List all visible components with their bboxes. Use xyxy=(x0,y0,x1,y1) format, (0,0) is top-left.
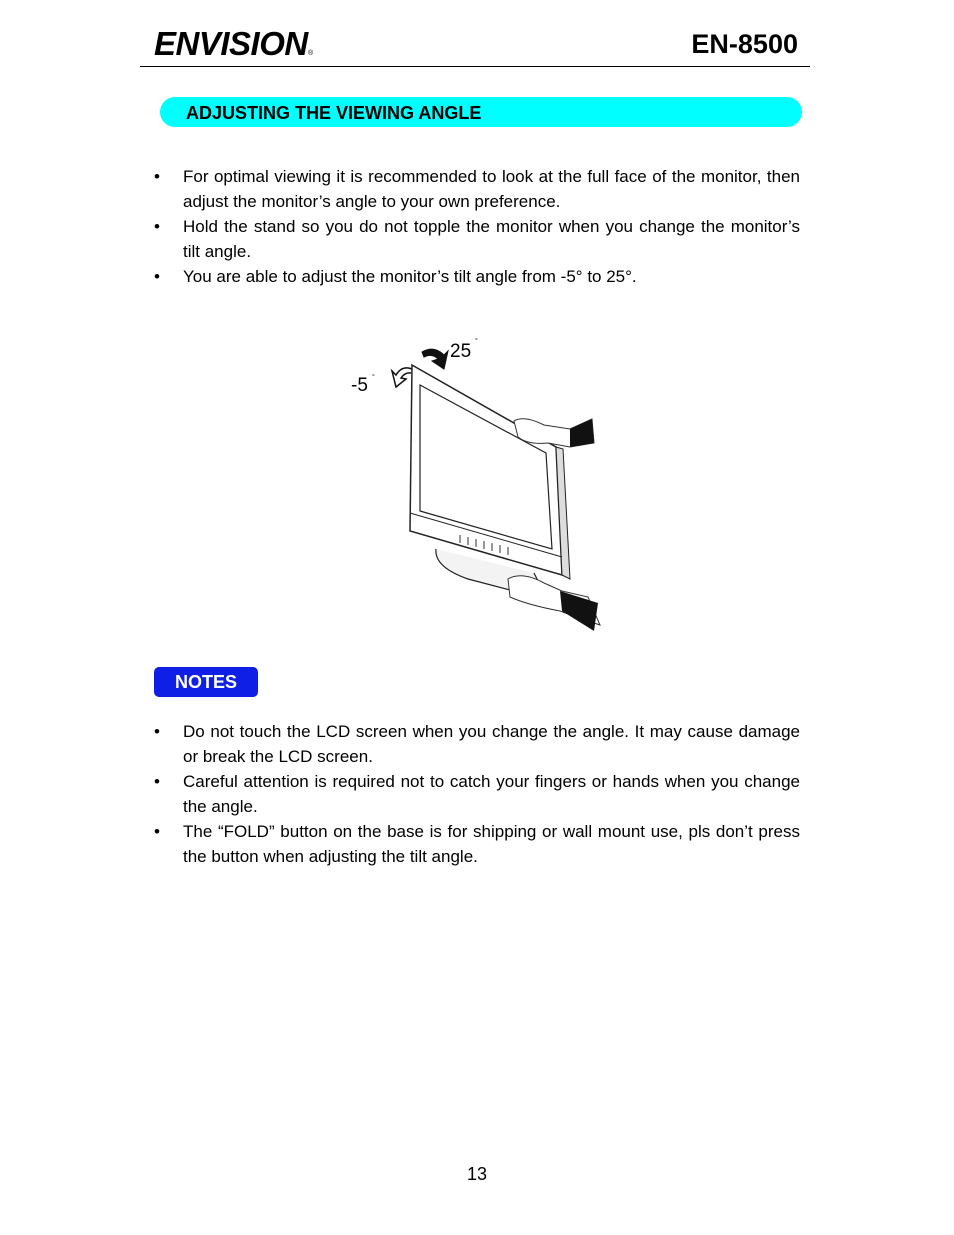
bottom-hand-drawing xyxy=(508,576,600,631)
page-number: 13 xyxy=(466,1164,488,1184)
tilt-min-label: -5 xyxy=(351,375,368,396)
bullet-icon: • xyxy=(154,822,160,841)
tilt-forward-arrow-icon xyxy=(422,349,448,369)
envision-logo: ENVISION xyxy=(154,25,308,62)
section-heading-bar xyxy=(160,97,802,127)
section-title: ADJUSTING THE VIEWING ANGLE xyxy=(186,103,482,123)
list-item xyxy=(150,264,800,289)
list-item xyxy=(150,769,800,819)
list-item xyxy=(150,719,800,769)
monitor-tilt-illustration xyxy=(348,335,608,635)
bullet-icon: • xyxy=(154,772,160,791)
tilt-back-arrow-icon xyxy=(392,368,412,387)
list-item xyxy=(150,164,800,214)
notes-badge: NOTES xyxy=(154,667,258,697)
bullet-text: The “FOLD” button on the base is for shipping or wall mount use, pls don’t press the button when adjusting the tilt angle. xyxy=(183,822,800,866)
notes-bullet-list xyxy=(150,719,800,869)
bullet-icon: • xyxy=(154,267,160,286)
bullet-text: For optimal viewing it is recommended to look at the full face of the monitor, then adjust the monitor’s angle to your own preference. xyxy=(183,167,800,211)
bullet-text: Do not touch the LCD screen when you change the angle. It may cause damage or break the LCD screen. xyxy=(183,722,800,766)
registered-mark: ® xyxy=(308,50,314,57)
bullet-text: Careful attention is required not to catch your fingers or hands when you change the angle. xyxy=(183,772,800,816)
list-item xyxy=(150,214,800,264)
model-number: EN-8500 xyxy=(691,29,798,59)
monitor-drawing xyxy=(410,365,570,591)
bullet-icon: • xyxy=(154,722,160,741)
bullet-text: Hold the stand so you do not topple the monitor when you change the monitor’s tilt angle. xyxy=(183,217,800,261)
tilt-max-label: 25 xyxy=(450,341,472,362)
bullet-text: You are able to adjust the monitor’s tilt angle from -5° to 25°. xyxy=(183,267,637,286)
page-header xyxy=(140,22,810,67)
list-item xyxy=(150,819,800,869)
intro-bullet-list xyxy=(150,164,800,289)
degree-symbol: ° xyxy=(475,338,478,345)
bullet-icon: • xyxy=(154,167,160,186)
bullet-icon: • xyxy=(154,217,160,236)
degree-symbol: ° xyxy=(372,374,375,381)
